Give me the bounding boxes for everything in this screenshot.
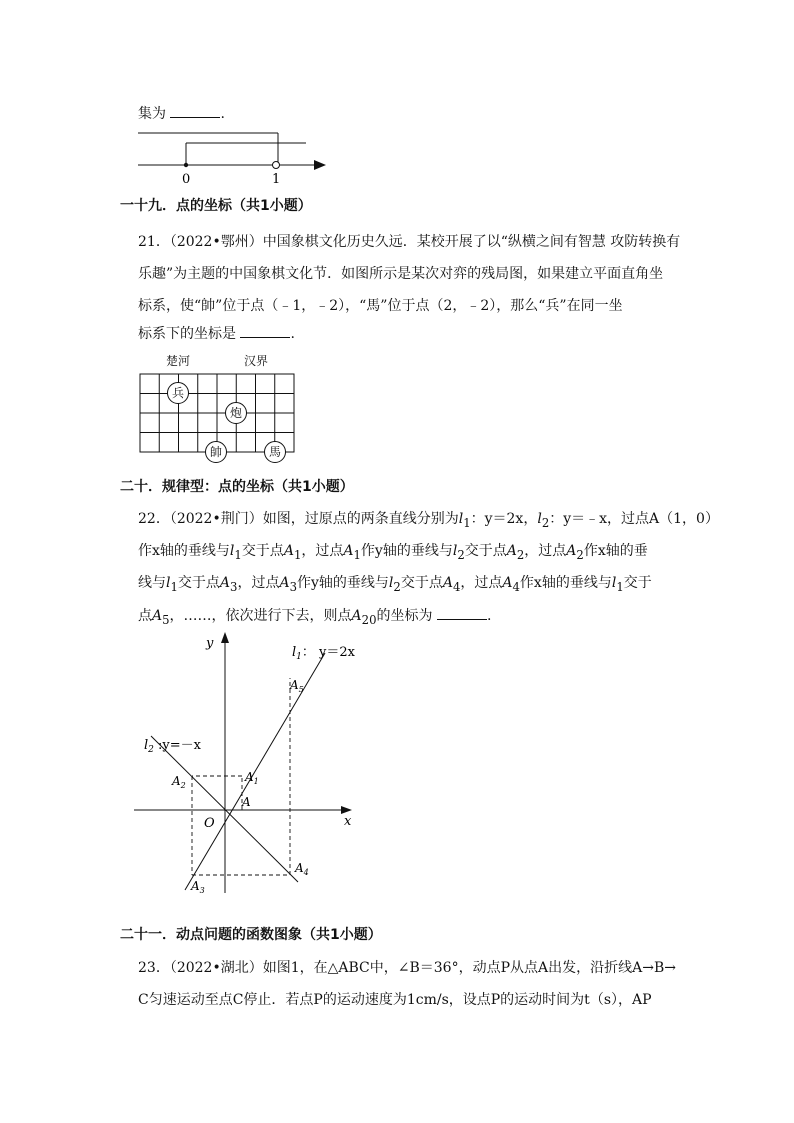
sub-3: 3 <box>289 579 297 594</box>
q22-line-3: 线与$l_1$交于点$A_3$，过点$A_3$作y轴的垂线与$l_2$交于点$A_4$，过点$A_4$作x轴的垂线与$l_1$交于 <box>138 575 652 594</box>
answer-blank <box>170 103 220 118</box>
q22-line-2: 作x轴的垂线与$l_1$交于点$A_1$，过点$A_1$作y轴的垂线与$l_2$交于点$A_2$，过点$A_2$作x轴的垂 <box>138 543 648 562</box>
point-A1-label: $A_1$ <box>245 770 259 786</box>
q22-line-1: 22．（2022•荆门）如图，过原点的两条直线分别为$l_1$：y＝2x，$l_2$：y＝﹣x，过点A（1，0） <box>138 511 719 530</box>
sub-3: 3 <box>230 579 238 594</box>
sub-2: 2 <box>393 579 401 594</box>
q22-text: 点 <box>138 608 152 624</box>
number-line-arrow <box>314 160 326 170</box>
sub-1: 1 <box>463 515 471 530</box>
q21-line-1: 21．（2022•鄂州）中国象棋文化历史久远．某校开展了以“纵横之间有智慧 攻防转换有 <box>138 234 681 250</box>
point-A-label: A <box>242 795 251 809</box>
section-21-title: 二十一．动点问题的函数图象（共1小题） <box>120 927 382 943</box>
solid-dot-zero <box>184 163 188 167</box>
x-axis-arrow <box>341 806 352 814</box>
piece-pao: 炮 <box>225 402 247 424</box>
end-mark: . <box>220 106 225 122</box>
sub-4: 4 <box>512 579 520 594</box>
q22-text: 作x轴的垂线与 <box>138 543 230 559</box>
q22-line-4: 点$A_5$，……，依次进行下去，则点$A_{20}$的坐标为 . <box>138 605 491 630</box>
end-mark: . <box>290 326 295 342</box>
board-label-chuhe: 楚河 <box>166 354 191 368</box>
q20-answer-line <box>138 103 225 124</box>
sub-2: 2 <box>516 547 525 562</box>
sub-20: 20 <box>361 612 377 627</box>
sub-2: 2 <box>576 547 584 562</box>
line-l1 <box>185 653 325 890</box>
origin-label: O <box>204 816 215 831</box>
tick-label-1: 1 <box>272 172 281 185</box>
l1-label: $l_1$： y＝2x <box>292 645 355 662</box>
q22-text: 作y轴的垂线与 <box>360 543 453 559</box>
point-A5-label: $A_5$ <box>290 678 304 694</box>
sub-2: 2 <box>541 515 550 530</box>
q21-line-4-text: 标系下的坐标是 <box>138 326 236 342</box>
q22-text: ，过点 <box>301 543 344 559</box>
point-A3-label: $A_3$ <box>191 879 205 895</box>
end-mark: . <box>486 608 492 624</box>
q22-text: 交于点 <box>464 543 507 559</box>
q22-l1-equation: ：y＝2x， <box>470 511 538 527</box>
point-A2-label: $A_2$ <box>172 774 186 790</box>
q22-text: 22．（2022•荆门）如图，过原点的两条直线分别为 <box>138 511 459 527</box>
tick-label-0: 0 <box>182 172 191 185</box>
q22-text: 的坐标为 <box>376 608 433 624</box>
q21-line-2: 乐趣”为主题的中国象棋文化节．如图所示是某次对弈的残局图，如果建立平面直角坐 <box>138 266 664 282</box>
sub-1: 1 <box>293 547 302 562</box>
board-label-hanjie: 汉界 <box>244 354 269 368</box>
sub-1: 1 <box>234 547 242 562</box>
answer-blank <box>437 605 487 620</box>
q23-line-1: 23．（2022•湖北）如图1，在△ABC中，∠B＝36°，动点P从点A出发，沿折线A→B→ <box>138 960 676 976</box>
q22-text: ，……，依次进行下去，则点 <box>169 608 352 624</box>
coordinate-graph <box>130 628 370 898</box>
sub-1: 1 <box>616 579 624 594</box>
q22-text: 交于点 <box>241 543 284 559</box>
q22-l2-equation: ：y＝﹣x，过点A（1，0） <box>549 511 719 527</box>
q22-text: ，过点 <box>524 543 567 559</box>
q22-text: 线与 <box>138 575 166 591</box>
y-axis-arrow <box>221 632 229 643</box>
sub-4: 4 <box>452 579 461 594</box>
q22-text: 作x轴的垂线与 <box>519 575 612 591</box>
answer-blank <box>240 323 290 338</box>
point-A4-label: $A_4$ <box>295 861 309 877</box>
l2-label: $l_2$ :y=－x <box>144 738 201 755</box>
hollow-dot-one <box>273 162 280 169</box>
piece-shuai: 帥 <box>205 441 227 463</box>
sub-1: 1 <box>353 547 361 562</box>
number-line-figure <box>130 125 330 185</box>
q21-line-4 <box>138 323 295 344</box>
section-20-title: 二十．规律型：点的坐标（共1小题） <box>120 479 354 495</box>
sub-1: 1 <box>170 579 178 594</box>
piece-bing: 兵 <box>167 382 189 404</box>
q22-text: 作x轴的垂 <box>583 543 648 559</box>
section-19-title: 一十九．点的坐标（共1小题） <box>120 198 312 214</box>
chess-board-figure <box>138 352 298 464</box>
sub-2: 2 <box>457 547 465 562</box>
y-axis-label: y <box>206 636 214 651</box>
piece-ma: 馬 <box>264 441 286 463</box>
sub-5: 5 <box>162 612 170 627</box>
x-axis-label: x <box>344 814 352 829</box>
q20-answer-prefix: 集为 <box>138 106 166 122</box>
construction-dashes <box>192 678 290 875</box>
q22-text: 作y轴的垂线与 <box>297 575 389 591</box>
q22-text: ，过点 <box>237 575 280 591</box>
q22-text: 交于点 <box>177 575 220 591</box>
q23-line-2: C匀速运动至点C停止．若点P的运动速度为1cm/s，设点P的运动时间为t（s），AP <box>138 992 652 1008</box>
q22-text: 交于点 <box>400 575 443 591</box>
q22-text: ，过点 <box>460 575 503 591</box>
q22-text: 交于 <box>623 575 652 591</box>
q21-line-3: 标系，使“帥”位于点（﹣1，﹣2），“馬”位于点（2，﹣2），那么“兵”在同一坐 <box>138 298 623 314</box>
